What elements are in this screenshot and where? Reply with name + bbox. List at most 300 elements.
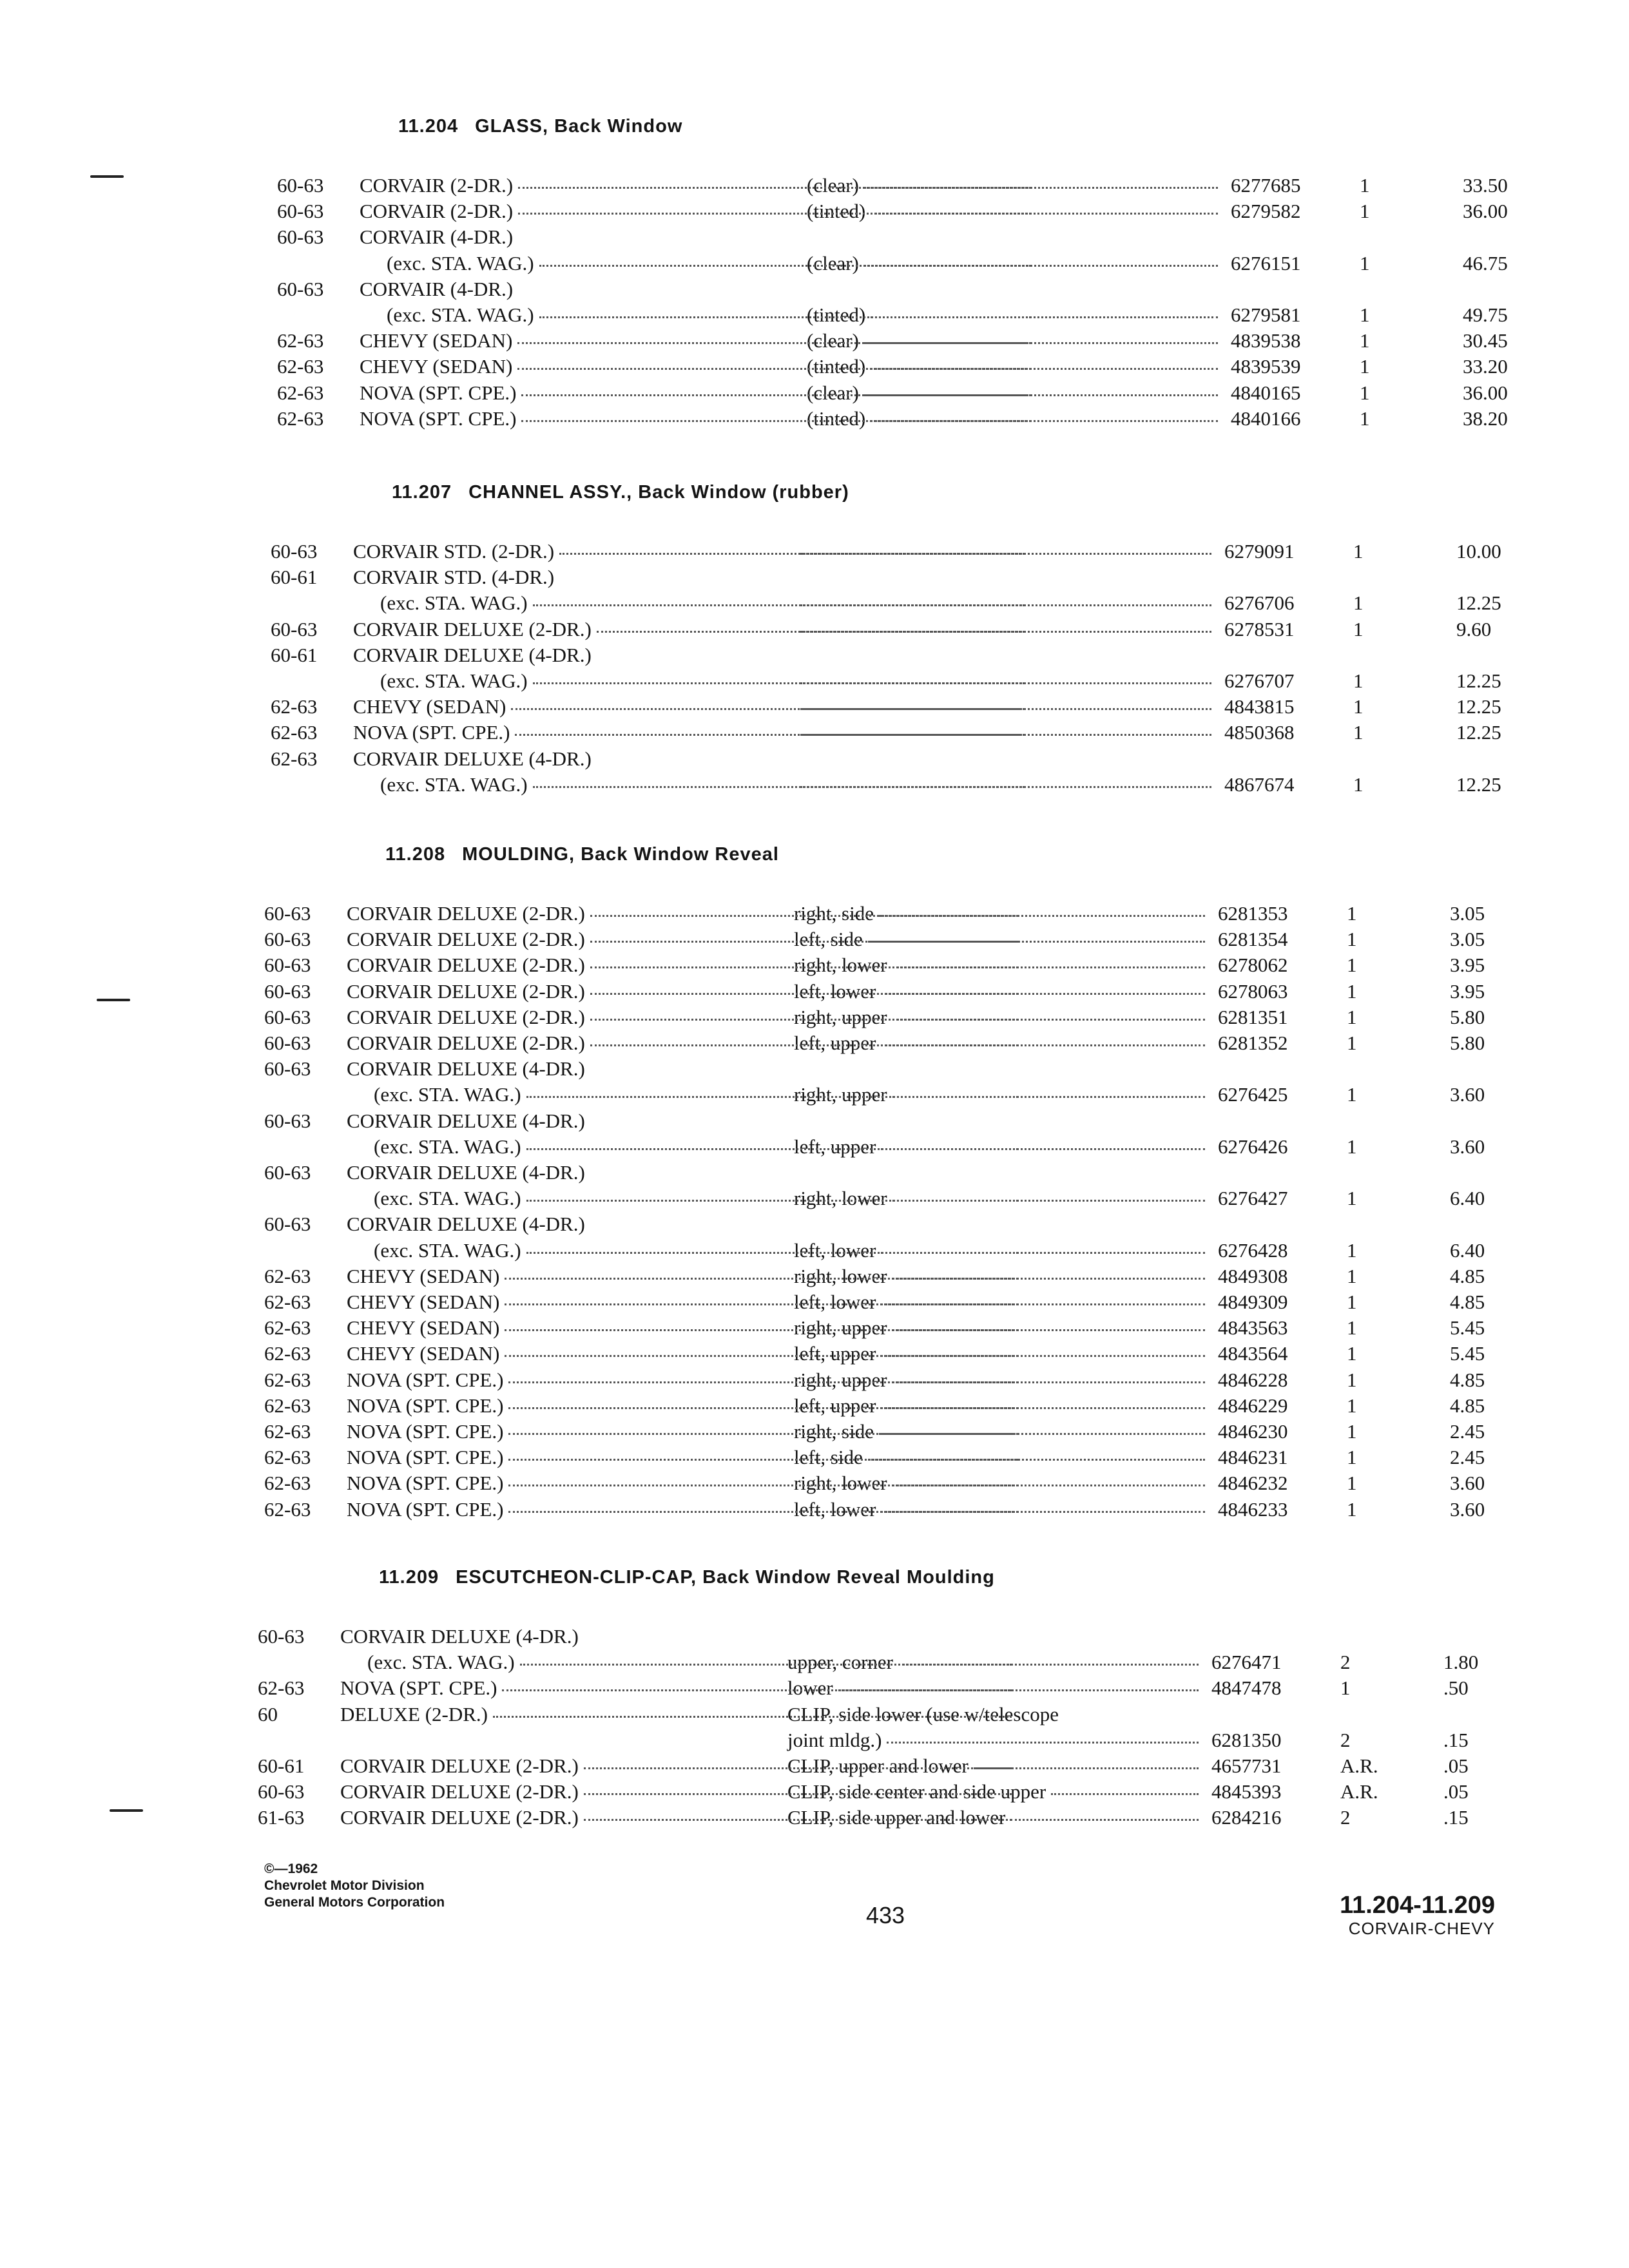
part-number: 4850368 bbox=[1224, 721, 1295, 744]
part-number: 6278531 bbox=[1224, 617, 1295, 640]
model-years: 60-61 bbox=[258, 1754, 305, 1777]
vehicle-model: CORVAIR DELUXE (2-DR.) bbox=[340, 1806, 579, 1829]
parts-row bbox=[264, 1160, 1617, 1186]
part-description: right, side bbox=[794, 1420, 874, 1443]
part-number: 6281351 bbox=[1218, 1005, 1288, 1028]
quantity: 1 bbox=[1347, 902, 1357, 925]
list-price: 3.60 bbox=[1450, 1472, 1485, 1495]
leader-dots bbox=[800, 604, 1211, 606]
parts-row bbox=[258, 1624, 1611, 1649]
quantity: 2 bbox=[1340, 1806, 1351, 1829]
parts-row bbox=[277, 380, 1629, 406]
model-years: 62-63 bbox=[277, 329, 324, 352]
leader-dots bbox=[881, 993, 1205, 995]
quantity: 1 bbox=[1347, 1187, 1357, 1210]
model-years: 60 bbox=[258, 1702, 278, 1725]
vehicle-model: CORVAIR (4-DR.) bbox=[360, 277, 514, 300]
leader-dots bbox=[881, 1148, 1205, 1150]
vehicle-model: CHEVY (SEDAN) bbox=[353, 695, 506, 718]
leader-dots bbox=[800, 631, 1211, 633]
section-title: MOULDING, Back Window Reveal bbox=[462, 844, 779, 865]
model-years: 62-63 bbox=[271, 747, 318, 770]
quantity: 1 bbox=[1347, 1316, 1357, 1340]
model-years: 60-63 bbox=[277, 200, 324, 223]
part-description: lower bbox=[787, 1677, 833, 1700]
parts-row bbox=[264, 1419, 1617, 1445]
part-number: 6276471 bbox=[1211, 1651, 1282, 1674]
model-years: 62-63 bbox=[264, 1291, 311, 1313]
part-number: 4867674 bbox=[1224, 773, 1295, 796]
parts-row bbox=[264, 1445, 1617, 1470]
quantity: 1 bbox=[1353, 540, 1364, 562]
model-years: 60-61 bbox=[271, 566, 318, 589]
part-number: 6279091 bbox=[1224, 540, 1295, 562]
vehicle-model: CORVAIR (2-DR.) bbox=[360, 200, 514, 223]
parts-row bbox=[271, 564, 1624, 590]
vehicle-model: CORVAIR DELUXE (4-DR.) bbox=[347, 1161, 585, 1184]
vehicle-model: CORVAIR STD. (4-DR.) bbox=[353, 566, 555, 589]
parts-row bbox=[271, 642, 1624, 668]
vehicle-model: (exc. STA. WAG.) bbox=[374, 1083, 521, 1106]
vehicle-model: CORVAIR DELUXE (2-DR.) bbox=[347, 928, 585, 951]
model-years: 60-63 bbox=[264, 954, 311, 977]
list-price: 49.75 bbox=[1463, 303, 1508, 326]
part-description: left, upper bbox=[794, 1032, 876, 1054]
leader-dots bbox=[1051, 1793, 1199, 1795]
part-description: (tinted) bbox=[807, 355, 866, 378]
section-title: ESCUTCHEON-CLIP-CAP, Back Window Reveal Moulding bbox=[456, 1567, 995, 1588]
leader-dots bbox=[1010, 1819, 1199, 1821]
part-number: 4843815 bbox=[1224, 695, 1295, 718]
parts-row bbox=[264, 1186, 1617, 1211]
leader-dots bbox=[800, 682, 1211, 684]
part-description: left, lower bbox=[794, 979, 876, 1003]
part-description: left, upper bbox=[794, 1342, 876, 1365]
quantity: 1 bbox=[1347, 1420, 1357, 1443]
quantity: 2 bbox=[1340, 1728, 1351, 1751]
vehicle-model: CORVAIR (4-DR.) bbox=[360, 226, 514, 249]
quantity: 1 bbox=[1360, 174, 1370, 197]
list-price: 46.75 bbox=[1463, 251, 1508, 274]
parts-row bbox=[271, 668, 1624, 694]
list-price: 12.25 bbox=[1456, 773, 1501, 796]
quantity: 1 bbox=[1353, 695, 1364, 718]
quantity: 1 bbox=[1353, 617, 1364, 640]
list-price: 5.80 bbox=[1450, 1005, 1485, 1028]
list-price: 3.05 bbox=[1450, 902, 1485, 925]
parts-row bbox=[277, 354, 1629, 380]
part-description: (tinted) bbox=[807, 303, 866, 326]
corporation-line: General Motors Corporation bbox=[264, 1895, 445, 1910]
leader-dots bbox=[881, 1303, 1205, 1305]
part-description: right, upper bbox=[794, 1005, 887, 1028]
part-number: 4840166 bbox=[1231, 407, 1301, 430]
part-number: 4839538 bbox=[1231, 329, 1301, 352]
vehicle-make: CORVAIR-CHEVY bbox=[1348, 1919, 1495, 1938]
part-description: CLIP, side upper and lower bbox=[787, 1806, 1006, 1829]
part-number: 6284216 bbox=[1211, 1806, 1282, 1829]
parts-row bbox=[271, 772, 1624, 798]
quantity: 1 bbox=[1360, 303, 1370, 326]
leader-dots bbox=[892, 1485, 1205, 1486]
part-description: left, upper bbox=[794, 1135, 876, 1158]
quantity: 1 bbox=[1347, 954, 1357, 977]
vehicle-model: CHEVY (SEDAN) bbox=[347, 1316, 500, 1340]
section-number: 11.204 bbox=[398, 116, 459, 137]
list-price: 4.85 bbox=[1450, 1394, 1485, 1417]
section-heading bbox=[385, 844, 779, 865]
model-years: 60-63 bbox=[264, 1005, 311, 1028]
quantity: 1 bbox=[1347, 1032, 1357, 1054]
parts-row bbox=[264, 1393, 1617, 1419]
part-number: 6279581 bbox=[1231, 303, 1301, 326]
parts-row bbox=[264, 901, 1617, 927]
model-years: 60-63 bbox=[271, 617, 318, 640]
vehicle-model: CORVAIR DELUXE (2-DR.) bbox=[347, 1005, 585, 1028]
vehicle-model: CORVAIR DELUXE (2-DR.) bbox=[340, 1754, 579, 1777]
leader-dots bbox=[892, 1278, 1205, 1280]
model-years: 62-63 bbox=[277, 381, 324, 404]
model-years: 62-63 bbox=[264, 1316, 311, 1340]
parts-row bbox=[258, 1779, 1611, 1805]
vehicle-model: CORVAIR DELUXE (4-DR.) bbox=[347, 1109, 585, 1132]
quantity: 1 bbox=[1347, 1264, 1357, 1287]
model-years: 62-63 bbox=[277, 355, 324, 378]
list-price: 5.45 bbox=[1450, 1316, 1485, 1340]
part-number: 4840165 bbox=[1231, 381, 1301, 404]
part-number: 6277685 bbox=[1231, 174, 1301, 197]
list-price: 5.45 bbox=[1450, 1342, 1485, 1365]
list-price: .15 bbox=[1443, 1806, 1469, 1829]
quantity: 1 bbox=[1347, 1394, 1357, 1417]
vehicle-model: CORVAIR DELUXE (4-DR.) bbox=[340, 1625, 579, 1648]
parts-row bbox=[264, 1238, 1617, 1264]
part-number: 4849309 bbox=[1218, 1291, 1288, 1313]
list-price: 12.25 bbox=[1456, 669, 1501, 692]
parts-row bbox=[271, 746, 1624, 772]
quantity: 1 bbox=[1340, 1677, 1351, 1700]
part-description: left, lower bbox=[794, 1497, 876, 1521]
part-number: 6276706 bbox=[1224, 591, 1295, 615]
section-number: 11.207 bbox=[392, 482, 452, 503]
leader-dots bbox=[892, 1019, 1205, 1021]
part-number: 4839539 bbox=[1231, 355, 1301, 378]
model-years: 61-63 bbox=[258, 1806, 305, 1829]
parts-row bbox=[277, 251, 1629, 276]
section-title: GLASS, Back Window bbox=[475, 116, 683, 137]
list-price: .05 bbox=[1443, 1780, 1469, 1803]
leader-dots bbox=[584, 1767, 1012, 1769]
leader-dots bbox=[881, 1355, 1205, 1357]
quantity: 1 bbox=[1353, 773, 1364, 796]
vehicle-model: (exc. STA. WAG.) bbox=[380, 669, 528, 692]
parts-row bbox=[264, 1108, 1617, 1134]
list-price: 2.45 bbox=[1450, 1446, 1485, 1469]
parts-row bbox=[264, 1082, 1617, 1108]
part-description: right, upper bbox=[794, 1083, 887, 1106]
model-years: 62-63 bbox=[264, 1497, 311, 1521]
model-years: 60-61 bbox=[271, 643, 318, 666]
parts-row bbox=[264, 1030, 1617, 1056]
part-number: 4657731 bbox=[1211, 1754, 1282, 1777]
vehicle-model: CHEVY (SEDAN) bbox=[347, 1342, 500, 1365]
parts-row bbox=[264, 1315, 1617, 1341]
quantity: 1 bbox=[1347, 1472, 1357, 1495]
vehicle-model: CORVAIR DELUXE (4-DR.) bbox=[347, 1057, 585, 1081]
leader-dots bbox=[892, 1096, 1205, 1098]
section-number: 11.209 bbox=[379, 1567, 439, 1588]
leader-dots bbox=[892, 1200, 1205, 1202]
model-years: 62-63 bbox=[264, 1394, 311, 1417]
part-number: 6281354 bbox=[1218, 928, 1288, 951]
parts-row bbox=[271, 720, 1624, 745]
vehicle-model: CHEVY (SEDAN) bbox=[360, 355, 513, 378]
section-range: 11.204-11.209 bbox=[1340, 1892, 1495, 1919]
quantity: 1 bbox=[1353, 591, 1364, 615]
model-years: 62-63 bbox=[264, 1264, 311, 1287]
vehicle-model: CORVAIR DELUXE (4-DR.) bbox=[347, 1213, 585, 1236]
model-years: 60-63 bbox=[264, 1032, 311, 1054]
margin-mark bbox=[90, 175, 124, 178]
leader-dots bbox=[879, 915, 1205, 917]
quantity: 1 bbox=[1360, 251, 1370, 274]
part-number: 4843563 bbox=[1218, 1316, 1288, 1340]
part-number: 6281350 bbox=[1211, 1728, 1282, 1751]
vehicle-model: NOVA (SPT. CPE.) bbox=[347, 1368, 504, 1391]
list-price: 10.00 bbox=[1456, 540, 1501, 562]
leader-dots bbox=[881, 1044, 1205, 1046]
model-years: 62-63 bbox=[271, 721, 318, 744]
list-price: .15 bbox=[1443, 1728, 1469, 1751]
vehicle-model: NOVA (SPT. CPE.) bbox=[353, 721, 510, 744]
vehicle-model: (exc. STA. WAG.) bbox=[374, 1135, 521, 1158]
quantity: 1 bbox=[1353, 669, 1364, 692]
parts-row bbox=[264, 1470, 1617, 1496]
vehicle-model: NOVA (SPT. CPE.) bbox=[360, 381, 517, 404]
model-years: 62-63 bbox=[271, 695, 318, 718]
parts-row bbox=[264, 1264, 1617, 1289]
list-price: 1.80 bbox=[1443, 1651, 1479, 1674]
list-price: 4.85 bbox=[1450, 1291, 1485, 1313]
parts-row bbox=[258, 1805, 1611, 1831]
vehicle-model: CHEVY (SEDAN) bbox=[360, 329, 513, 352]
part-description: right, upper bbox=[794, 1368, 887, 1391]
leader-dots bbox=[879, 1433, 1205, 1435]
leader-dots bbox=[974, 1767, 1199, 1769]
part-number: 6279582 bbox=[1231, 200, 1301, 223]
list-price: 3.05 bbox=[1450, 928, 1485, 951]
part-description: left, lower bbox=[794, 1291, 876, 1313]
section-title: CHANNEL ASSY., Back Window (rubber) bbox=[468, 482, 849, 503]
part-description: joint mldg.) bbox=[787, 1728, 882, 1751]
quantity: 1 bbox=[1347, 979, 1357, 1003]
model-years: 60-63 bbox=[271, 540, 318, 562]
part-description: CLIP, upper and lower bbox=[787, 1754, 969, 1777]
list-price: 36.00 bbox=[1463, 381, 1508, 404]
part-number: 6276425 bbox=[1218, 1083, 1288, 1106]
quantity: A.R. bbox=[1340, 1754, 1378, 1777]
vehicle-model: NOVA (SPT. CPE.) bbox=[347, 1446, 504, 1469]
page-number: 433 bbox=[866, 1902, 905, 1928]
margin-mark bbox=[97, 999, 130, 1001]
leader-dots bbox=[864, 394, 1218, 396]
vehicle-model: NOVA (SPT. CPE.) bbox=[360, 407, 517, 430]
part-number: 4846228 bbox=[1218, 1368, 1288, 1391]
leader-dots bbox=[864, 187, 1218, 189]
quantity: 1 bbox=[1347, 1291, 1357, 1313]
vehicle-model: CORVAIR DELUXE (4-DR.) bbox=[353, 747, 592, 770]
part-description: right, lower bbox=[794, 954, 887, 977]
part-number: 6276427 bbox=[1218, 1187, 1288, 1210]
parts-row bbox=[264, 952, 1617, 978]
part-number: 4843564 bbox=[1218, 1342, 1288, 1365]
list-price: 3.95 bbox=[1450, 979, 1485, 1003]
parts-row bbox=[258, 1675, 1611, 1701]
model-years: 62-63 bbox=[264, 1342, 311, 1365]
leader-dots bbox=[800, 734, 1211, 736]
model-years: 62-63 bbox=[264, 1472, 311, 1495]
part-number: 4846231 bbox=[1218, 1446, 1288, 1469]
part-number: 6276707 bbox=[1224, 669, 1295, 692]
part-description: right, side bbox=[794, 902, 874, 925]
part-description: left, side bbox=[794, 1446, 863, 1469]
part-number: 4846233 bbox=[1218, 1497, 1288, 1521]
parts-row bbox=[264, 1497, 1617, 1523]
parts-row bbox=[264, 1341, 1617, 1367]
part-number: 4847478 bbox=[1211, 1677, 1282, 1700]
list-price: 6.40 bbox=[1450, 1187, 1485, 1210]
leader-dots bbox=[892, 1381, 1205, 1383]
vehicle-model: (exc. STA. WAG.) bbox=[387, 251, 534, 274]
model-years: 62-63 bbox=[264, 1446, 311, 1469]
section-number: 11.208 bbox=[385, 844, 446, 865]
part-description: (tinted) bbox=[807, 407, 866, 430]
vehicle-model: CORVAIR DELUXE (2-DR.) bbox=[347, 1032, 585, 1054]
list-price: 12.25 bbox=[1456, 695, 1501, 718]
leader-dots bbox=[800, 553, 1211, 555]
parts-row bbox=[264, 1134, 1617, 1160]
model-years: 62-63 bbox=[264, 1368, 311, 1391]
part-number: 6281353 bbox=[1218, 902, 1288, 925]
parts-row bbox=[264, 1367, 1617, 1393]
model-years: 62-63 bbox=[277, 407, 324, 430]
leader-dots bbox=[864, 265, 1218, 267]
part-description: left, lower bbox=[794, 1238, 876, 1262]
model-years: 60-63 bbox=[277, 277, 324, 300]
list-price: 33.20 bbox=[1463, 355, 1508, 378]
list-price: 33.50 bbox=[1463, 174, 1508, 197]
model-years: 60-63 bbox=[264, 1109, 311, 1132]
vehicle-model: NOVA (SPT. CPE.) bbox=[347, 1420, 504, 1443]
model-years: 60-63 bbox=[264, 1057, 311, 1081]
part-description: right, lower bbox=[794, 1264, 887, 1287]
copyright-line: ©—1962 bbox=[264, 1861, 318, 1876]
part-number: 4846232 bbox=[1218, 1472, 1288, 1495]
publisher-block bbox=[264, 1861, 445, 1911]
margin-mark bbox=[110, 1809, 143, 1812]
quantity: 1 bbox=[1347, 1005, 1357, 1028]
model-years: 60-63 bbox=[277, 226, 324, 249]
list-price: 5.80 bbox=[1450, 1032, 1485, 1054]
leader-dots bbox=[881, 1407, 1205, 1409]
parts-row bbox=[277, 328, 1629, 354]
parts-row bbox=[264, 1289, 1617, 1315]
list-price: 4.85 bbox=[1450, 1264, 1485, 1287]
leader-dots bbox=[868, 1459, 1205, 1461]
vehicle-model: (exc. STA. WAG.) bbox=[367, 1651, 515, 1674]
leader-dots bbox=[871, 368, 1218, 370]
vehicle-model: NOVA (SPT. CPE.) bbox=[347, 1472, 504, 1495]
leader-dots bbox=[892, 966, 1205, 968]
quantity: 1 bbox=[1347, 928, 1357, 951]
leader-dots bbox=[887, 1742, 1199, 1744]
list-price: 3.60 bbox=[1450, 1135, 1485, 1158]
parts-row bbox=[277, 276, 1629, 302]
leader-dots bbox=[493, 1716, 1012, 1718]
list-price: 9.60 bbox=[1456, 617, 1492, 640]
parts-row bbox=[264, 1056, 1617, 1082]
quantity: 1 bbox=[1360, 329, 1370, 352]
model-years: 60-63 bbox=[264, 1213, 311, 1236]
vehicle-model: CORVAIR DELUXE (2-DR.) bbox=[347, 979, 585, 1003]
leader-dots bbox=[868, 941, 1205, 943]
vehicle-model: CHEVY (SEDAN) bbox=[347, 1291, 500, 1313]
leader-dots bbox=[584, 1819, 1012, 1821]
quantity: 2 bbox=[1340, 1651, 1351, 1674]
part-number: 6276151 bbox=[1231, 251, 1301, 274]
vehicle-model: CORVAIR DELUXE (2-DR.) bbox=[347, 902, 585, 925]
vehicle-model: CORVAIR DELUXE (4-DR.) bbox=[353, 643, 592, 666]
leader-dots bbox=[800, 708, 1211, 710]
list-price: 2.45 bbox=[1450, 1420, 1485, 1443]
vehicle-model: (exc. STA. WAG.) bbox=[380, 591, 528, 615]
vehicle-model: NOVA (SPT. CPE.) bbox=[340, 1677, 497, 1700]
part-description: left, side bbox=[794, 928, 863, 951]
quantity: 1 bbox=[1360, 381, 1370, 404]
quantity: A.R. bbox=[1340, 1780, 1378, 1803]
model-years: 60-63 bbox=[258, 1780, 305, 1803]
section-heading bbox=[398, 116, 682, 137]
leader-dots bbox=[892, 1329, 1205, 1331]
quantity: 1 bbox=[1353, 721, 1364, 744]
part-number: 4846229 bbox=[1218, 1394, 1288, 1417]
list-price: 12.25 bbox=[1456, 591, 1501, 615]
part-description: right, lower bbox=[794, 1187, 887, 1210]
list-price: .05 bbox=[1443, 1754, 1469, 1777]
parts-row bbox=[271, 617, 1624, 642]
part-description: right, lower bbox=[794, 1472, 887, 1495]
vehicle-model: CORVAIR DELUXE (2-DR.) bbox=[353, 617, 592, 640]
quantity: 1 bbox=[1347, 1238, 1357, 1262]
leader-dots bbox=[871, 213, 1218, 215]
parts-row bbox=[264, 979, 1617, 1004]
leader-dots bbox=[800, 786, 1211, 788]
parts-row bbox=[264, 1211, 1617, 1237]
quantity: 1 bbox=[1347, 1446, 1357, 1469]
vehicle-model: CORVAIR (2-DR.) bbox=[360, 174, 514, 197]
leader-dots bbox=[871, 316, 1218, 318]
part-number: 6278062 bbox=[1218, 954, 1288, 977]
parts-row bbox=[277, 198, 1629, 224]
quantity: 1 bbox=[1347, 1342, 1357, 1365]
section-heading bbox=[392, 482, 849, 503]
division-line: Chevrolet Motor Division bbox=[264, 1878, 425, 1893]
part-description: (clear) bbox=[807, 381, 859, 404]
parts-row bbox=[258, 1753, 1611, 1779]
part-number: 4846230 bbox=[1218, 1420, 1288, 1443]
model-years: 62-63 bbox=[264, 1420, 311, 1443]
part-description: (tinted) bbox=[807, 200, 866, 223]
